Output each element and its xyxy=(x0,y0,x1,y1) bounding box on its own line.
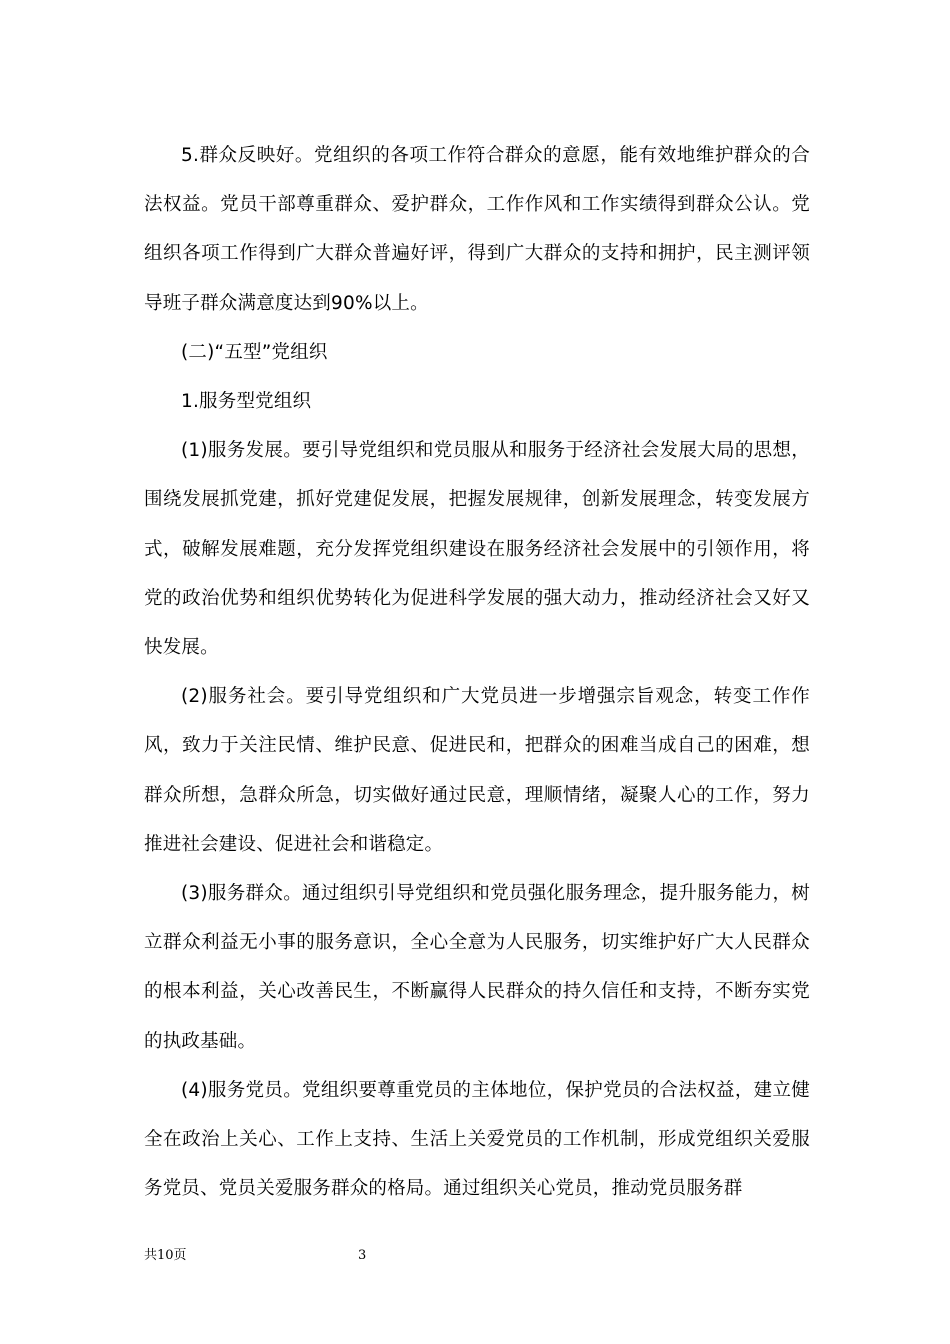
paragraph-service-members: (4)服务党员。党组织要尊重党员的主体地位，保护党员的合法权益，建立健全在政治上关心、工作上支持、生活上关爱党员的工作机制，形成党组织关爱服务党员、党员关爱服务群众的格局。通过组织关心党员，推动党员服务群 xyxy=(144,1079,810,1200)
footer-page-number: 3 xyxy=(358,1248,367,1263)
paragraph-service-masses: (3)服务群众。通过组织引导党组织和党员强化服务理念，提升服务能力，树立群众利益无小事的服务意识，全心全意为人民服务，切实维护好广大人民群众的根本利益，关心改善民生，不断赢得人民群众的持久信任和支持，不断夯实党的执政基础。 xyxy=(144,883,810,1052)
document-body xyxy=(144,131,810,1213)
footer-total-pages: 共10页 xyxy=(144,1248,187,1263)
section-heading: (二)“五型”党组织 xyxy=(181,341,328,363)
paragraph-service-development: (1)服务发展。要引导党组织和党员服从和服务于经济社会发展大局的思想，围绕发展抓党建，抓好党建促发展，把握发展规律，创新发展理念，转变发展方式，破解发展难题，充分发挥党组织建设在服务经济社会发展中的引领作用，将党的政治优势和组织优势转化为促进科学发展的强大动力，推动经济社会又好又快发展。 xyxy=(144,440,810,659)
paragraph-1: 5.群众反映好。党组织的各项工作符合群众的意愿，能有效地维护群众的合法权益。党员干部尊重群众、爱护群众，工作作风和工作实绩得到群众公认。党组织各项工作得到广大群众普遍好评，得到广大群众的支持和拥护，民主测评领导班子群众满意度达到90%以上。 xyxy=(144,145,810,314)
paragraph-service-society: (2)服务社会。要引导党组织和广大党员进一步增强宗旨观念，转变工作作风，致力于关注民情、维护民意、促进民和，把群众的困难当成自己的困难，想群众所想，急群众所急，切实做好通过民意，理顺情绪，凝聚人心的工作，努力推进社会建设、促进社会和谐稳定。 xyxy=(144,686,810,855)
subsection-heading: 1.服务型党组织 xyxy=(181,391,312,413)
